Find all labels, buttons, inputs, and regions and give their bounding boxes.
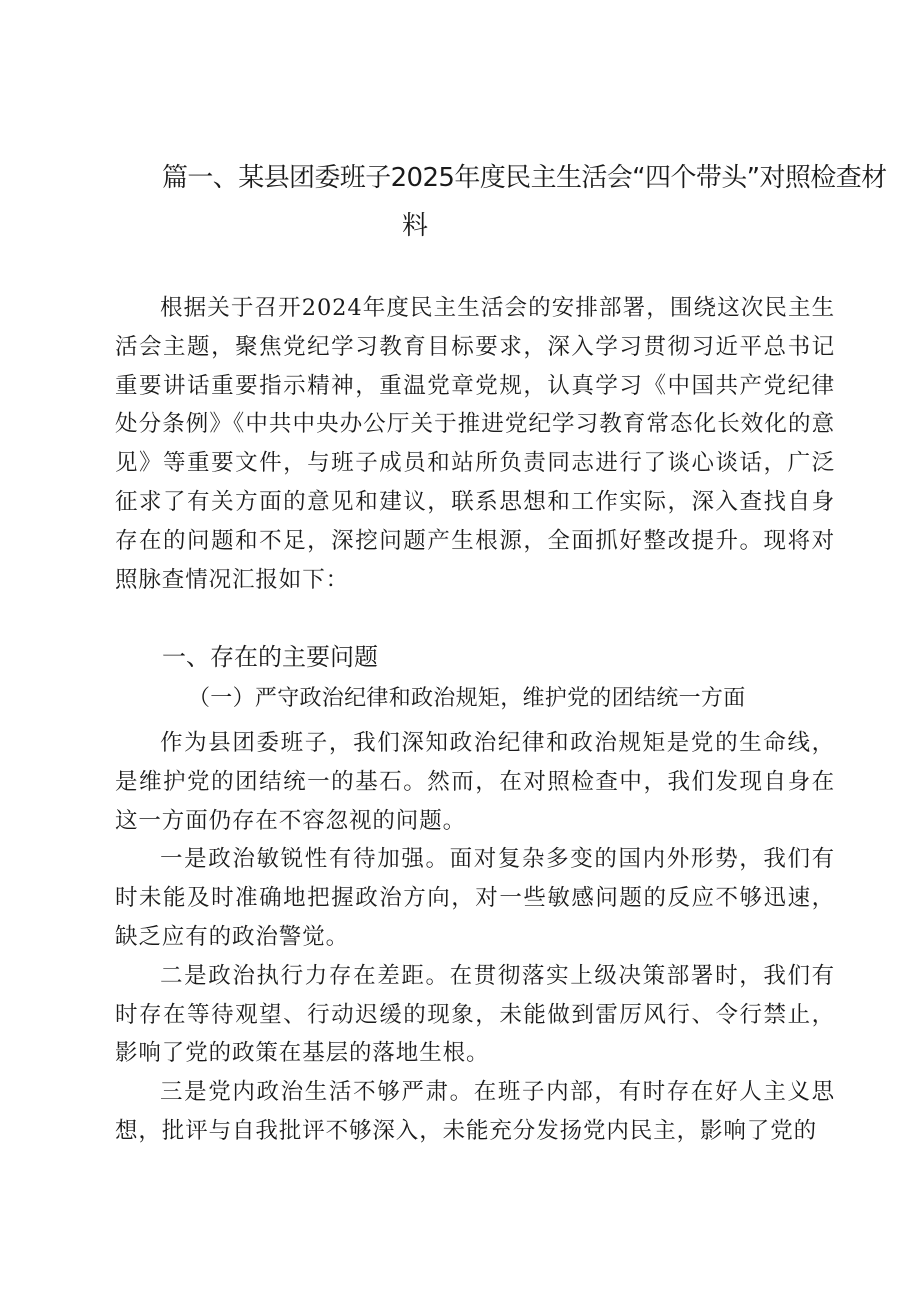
intro-block <box>115 289 835 599</box>
title-line-1: 篇一、某县团委班子2025年度民主生活会“四个带头”对照检查材 <box>162 163 887 193</box>
body-paragraph: 二是政治执行力存在差距。在贯彻落实上级决策部署时，我们有时存在等待观望、行动迟缓的现象，未能做到雷厉风行、令行禁止，影响了党的政策在基层的落地生根。 <box>115 962 835 1067</box>
intro-paragraph: 根据关于召开2024年度民主生活会的安排部署，围绕这次民主生活会主题，聚焦党纪学习教育目标要求，深入学习贯彻习近平总书记重要讲话重要指示精神，重温党章党规，认真学习《中国共产党纪律处分条例》《中共中央办公厅关于推进党纪学习教育常态化长效化的意见》等重要文件，与班子成员和站所负责同志进行了谈心谈话，广泛征求了有关方面的意见和建议，联系思想和工作实际，深入查找自身存在的问题和不足，深挖问题产生根源，全面抓好整改提升。现将对照脉查情况汇报如下： <box>115 295 835 593</box>
section-heading: 一、存在的主要问题 <box>162 643 378 671</box>
subsection-heading: （一）严守政治纪律和政治规矩，维护党的团结统一方面 <box>188 686 746 711</box>
body-paragraphs <box>115 724 835 1151</box>
body-paragraph: 作为县团委班子，我们深知政治纪律和政治规矩是党的生命线，是维护党的团结统一的基石。然而，在对照检查中，我们发现自身在这一方面仍存在不容忽视的问题。 <box>115 730 835 834</box>
body-paragraph: 三是党内政治生活不够严肃。在班子内部，有时存在好人主义思想，批评与自我批评不够深入，未能充分发扬党内民主，影响了党的 <box>115 1079 835 1144</box>
body-paragraph: 一是政治敏锐性有待加强。面对复杂多变的国内外形势，我们有时未能及时准确地把握政治方向，对一些敏感问题的反应不够迅速，缺乏应有的政治警觉。 <box>115 846 835 950</box>
title-line-2: 料 <box>402 211 428 241</box>
document-title <box>162 154 887 250</box>
